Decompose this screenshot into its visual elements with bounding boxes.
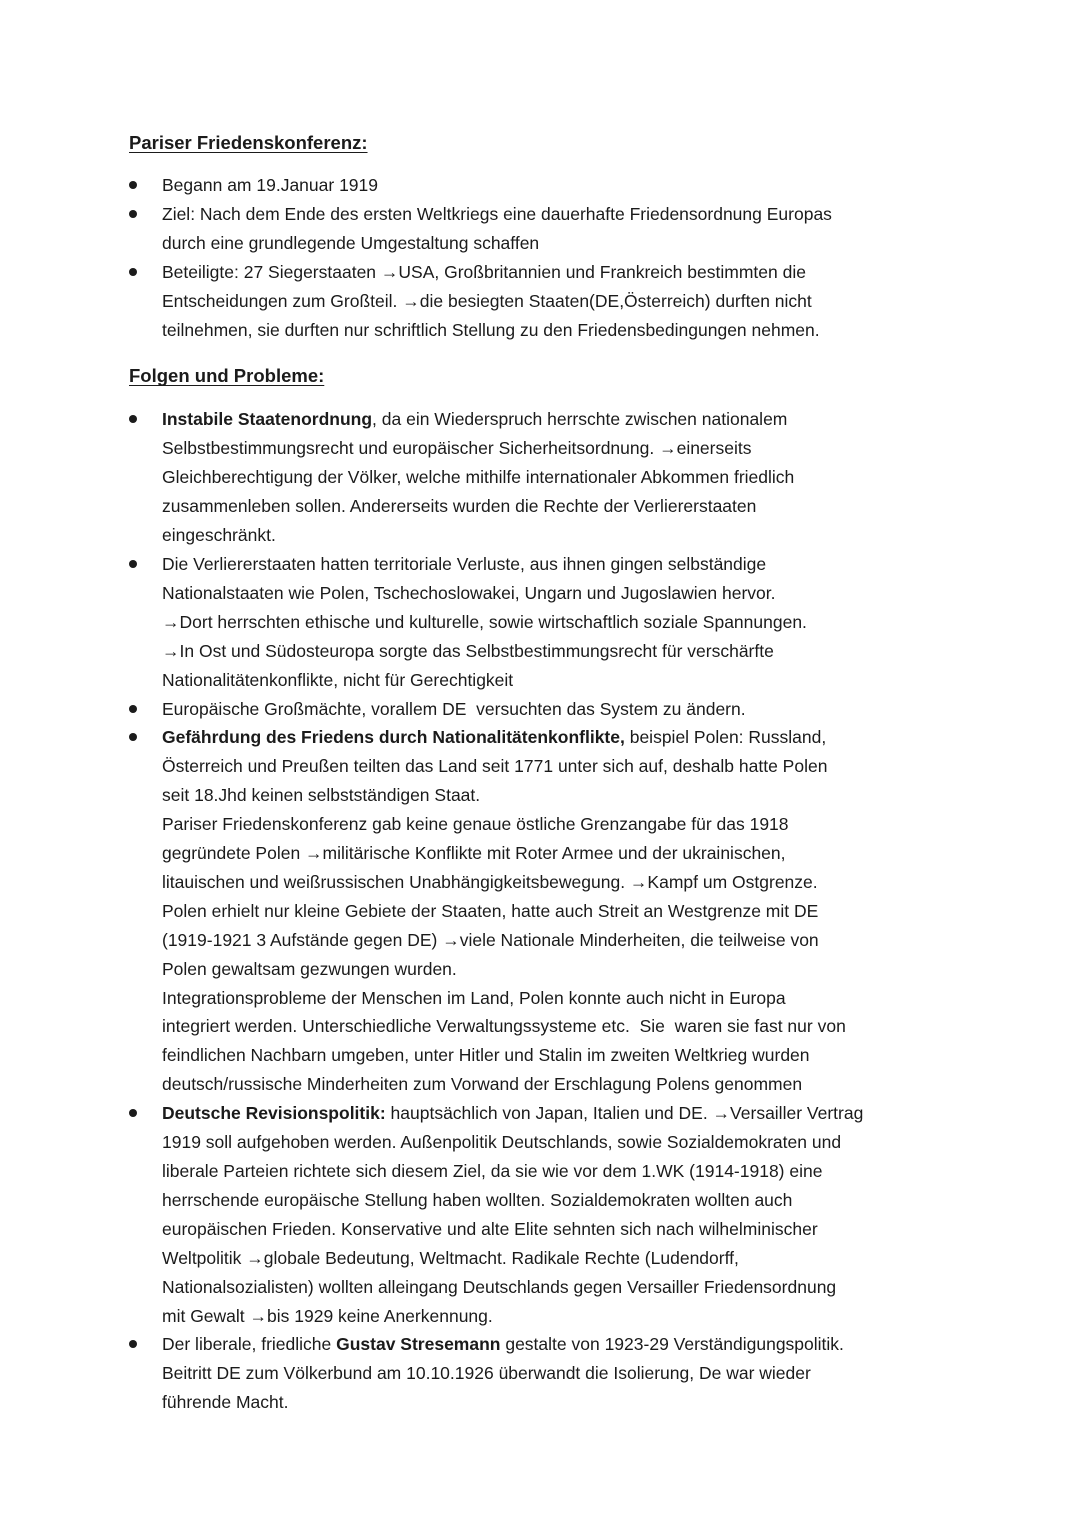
line-text: feindlichen Nachbarn umgeben, unter Hitler und Stalin im zweiten Weltkrieg wurden bbox=[162, 1045, 810, 1066]
line-text: beispiel Polen: Russland, bbox=[624, 727, 827, 748]
text-line bbox=[162, 171, 959, 200]
line-text: Begann am 19.Januar 1919 bbox=[162, 175, 378, 195]
line-text: liberale Parteien richtete sich diesem Ziel, da sie wie vor dem 1.WK (1914-1918) eine bbox=[162, 1161, 823, 1181]
line-text: Nationalitätenkonflikte, nicht für Gerechtigkeit bbox=[162, 669, 514, 690]
bullet-icon bbox=[129, 415, 137, 423]
text-line bbox=[162, 258, 959, 287]
line-text: integriert werden. Unterschiedliche Verwaltungssysteme etc. Sie waren sie fast nur von bbox=[162, 1016, 846, 1037]
bullet-icon bbox=[129, 1340, 137, 1348]
list-item bbox=[129, 171, 959, 200]
text-line bbox=[162, 1273, 959, 1302]
text-line bbox=[162, 666, 959, 695]
text-line bbox=[162, 1070, 959, 1099]
line-text: hauptsächlich von Japan, Italien und DE. →Versailler Vertrag bbox=[385, 1103, 864, 1124]
text-line bbox=[162, 463, 959, 492]
bullet-icon bbox=[129, 268, 137, 276]
bold-phrase: Gefährdung des Friedens durch Nationalitätenkonflikte, bbox=[162, 727, 625, 748]
line-text: Polen erhielt nur kleine Gebiete der Staaten, hatte auch Streit an Westgrenze mit DE bbox=[162, 900, 819, 921]
line-text: Selbstbestimmungsrecht und europäischer Sicherheitsordnung. →einerseits bbox=[162, 438, 752, 459]
line-text: eingeschränkt. bbox=[162, 525, 276, 546]
text-line bbox=[162, 1388, 959, 1417]
list-item bbox=[129, 550, 959, 695]
line-text: Weltpolitik →globale Bedeutung, Weltmacht. Radikale Rechte (Ludendorff, bbox=[162, 1247, 739, 1268]
line-text: Pariser Friedenskonferenz gab keine genaue östliche Grenzangabe für das 1918 bbox=[162, 814, 789, 835]
list-item bbox=[129, 695, 959, 724]
line-text: litauischen und weißrussischen Unabhängigkeitsbewegung. →Kampf um Ostgrenze. bbox=[162, 871, 818, 892]
line-text: Nationalstaaten wie Polen, Tschechoslowakei, Ungarn und Jugoslawien hervor. bbox=[162, 582, 776, 603]
document-content bbox=[129, 130, 959, 1417]
line-text: deutsch/russische Minderheiten zum Vorwand der Erschlagung Polens genommen bbox=[162, 1074, 803, 1095]
line-text: →Dort herrschten ethische und kulturelle, sowie wirtschaftlich soziale Spannungen. bbox=[162, 611, 807, 632]
line-text: mit Gewalt →bis 1929 keine Anerkennung. bbox=[162, 1305, 493, 1326]
text-line bbox=[162, 723, 959, 752]
text-line bbox=[162, 1215, 959, 1244]
line-text: gestalte von 1923-29 Verständigungspolitik. bbox=[500, 1334, 844, 1355]
list-item bbox=[129, 1330, 959, 1417]
bullet-icon bbox=[129, 733, 137, 741]
line-text: Die Verliererstaaten hatten territoriale Verluste, aus ihnen gingen selbständige bbox=[162, 553, 767, 574]
line-text: durch eine grundlegende Umgestaltung schaffen bbox=[162, 232, 540, 253]
line-text: Europäische Großmächte, vorallem DE versuchten das System zu ändern. bbox=[162, 698, 746, 719]
bold-phrase: Instabile Staatenordnung bbox=[162, 409, 373, 430]
section-heading-consequences: Folgen und Probleme: bbox=[129, 365, 325, 387]
bold-phrase: Gustav Stresemann bbox=[336, 1334, 501, 1355]
text-line bbox=[162, 1186, 959, 1215]
text-line bbox=[162, 637, 959, 666]
line-text: Entscheidungen zum Großteil. →die besiegten Staaten(DE,Österreich) durften nicht bbox=[162, 290, 812, 311]
text-line bbox=[162, 955, 959, 984]
list-item bbox=[129, 723, 959, 1099]
bullet-icon bbox=[129, 210, 137, 218]
list-item bbox=[129, 258, 959, 345]
text-line bbox=[162, 316, 959, 345]
section-heading-conference: Pariser Friedenskonferenz: bbox=[129, 132, 368, 153]
text-line bbox=[162, 608, 959, 637]
line-text: Der liberale, friedliche bbox=[162, 1334, 337, 1355]
text-line bbox=[162, 781, 959, 810]
text-line bbox=[162, 579, 959, 608]
text-line bbox=[162, 1099, 959, 1128]
text-line bbox=[162, 287, 959, 316]
text-line bbox=[162, 1302, 959, 1331]
line-text: Ziel: Nach dem Ende des ersten Weltkriegs eine dauerhafte Friedensordnung Europas bbox=[162, 203, 832, 224]
line-text: zusammenleben sollen. Andererseits wurden die Rechte der Verliererstaaten bbox=[162, 496, 757, 517]
text-line bbox=[162, 1244, 959, 1273]
text-line bbox=[162, 926, 959, 955]
line-text: Gleichberechtigung der Völker, welche mithilfe internationaler Abkommen friedlich bbox=[162, 467, 795, 488]
line-text: Beteiligte: 27 Siegerstaaten →USA, Großbritannien und Frankreich bestimmten die bbox=[162, 261, 806, 282]
text-line bbox=[162, 1012, 959, 1041]
line-text: gegründete Polen →militärische Konflikte mit Roter Armee und der ukrainischen, bbox=[162, 843, 786, 864]
line-text: (1919-1921 3 Aufstände gegen DE) →viele Nationale Minderheiten, die teilweise von bbox=[162, 929, 819, 950]
line-text: Integrationsprobleme der Menschen im Land, Polen konnte auch nicht in Europa bbox=[162, 987, 786, 1008]
bold-phrase: Deutsche Revisionspolitik: bbox=[162, 1103, 386, 1124]
text-line bbox=[162, 1041, 959, 1070]
line-text: seit 18.Jhd keinen selbstständigen Staat. bbox=[162, 785, 481, 806]
line-text: Österreich und Preußen teilten das Land seit 1771 unter sich auf, deshalb hatte Polen bbox=[162, 756, 828, 777]
text-line bbox=[162, 434, 959, 463]
text-line bbox=[162, 492, 959, 521]
bullet-icon bbox=[129, 181, 137, 189]
text-line bbox=[162, 810, 959, 839]
list-item bbox=[129, 200, 959, 258]
list-item bbox=[129, 405, 959, 550]
text-line bbox=[162, 1157, 959, 1186]
line-text: , da ein Wiederspruch herrschte zwischen nationalem bbox=[372, 409, 788, 430]
text-line bbox=[162, 550, 959, 579]
text-line bbox=[162, 839, 959, 868]
conference-bullet-list bbox=[129, 171, 959, 344]
text-line bbox=[162, 229, 959, 258]
text-line bbox=[162, 521, 959, 550]
text-line bbox=[162, 1128, 959, 1157]
line-text: europäischen Frieden. Konservative und alte Elite sehnten sich nach wilhelminischer bbox=[162, 1218, 818, 1239]
bullet-icon bbox=[129, 705, 137, 713]
line-text: führende Macht. bbox=[162, 1392, 289, 1413]
line-text: teilnehmen, sie durften nur schriftlich Stellung zu den Friedensbedingungen nehmen. bbox=[162, 319, 820, 340]
text-line bbox=[162, 1330, 959, 1359]
text-line bbox=[162, 897, 959, 926]
text-line bbox=[162, 868, 959, 897]
line-text: 1919 soll aufgehoben werden. Außenpolitik Deutschlands, sowie Sozialdemokraten und bbox=[162, 1132, 842, 1153]
line-text: Beitritt DE zum Völkerbund am 10.10.1926 überwandt die Isolierung, De war wieder bbox=[162, 1363, 811, 1384]
line-text: →In Ost und Südosteuropa sorgte das Selbstbestimmungsrecht für verschärfte bbox=[162, 640, 774, 661]
text-line bbox=[162, 695, 959, 724]
text-line bbox=[162, 984, 959, 1013]
bullet-icon bbox=[129, 560, 137, 568]
text-line bbox=[162, 200, 959, 229]
bullet-icon bbox=[129, 1109, 137, 1117]
line-text: herrschende europäische Stellung haben wollten. Sozialdemokraten wollten auch bbox=[162, 1189, 793, 1210]
text-line bbox=[162, 752, 959, 781]
consequences-bullet-list bbox=[129, 405, 959, 1417]
line-text: Polen gewaltsam gezwungen wurden. bbox=[162, 958, 457, 979]
line-text: Nationalsozialisten) wollten alleingang Deutschlands gegen Versailler Friedensordnung bbox=[162, 1276, 837, 1297]
list-item bbox=[129, 1099, 959, 1330]
text-line bbox=[162, 405, 959, 434]
text-line bbox=[162, 1359, 959, 1388]
